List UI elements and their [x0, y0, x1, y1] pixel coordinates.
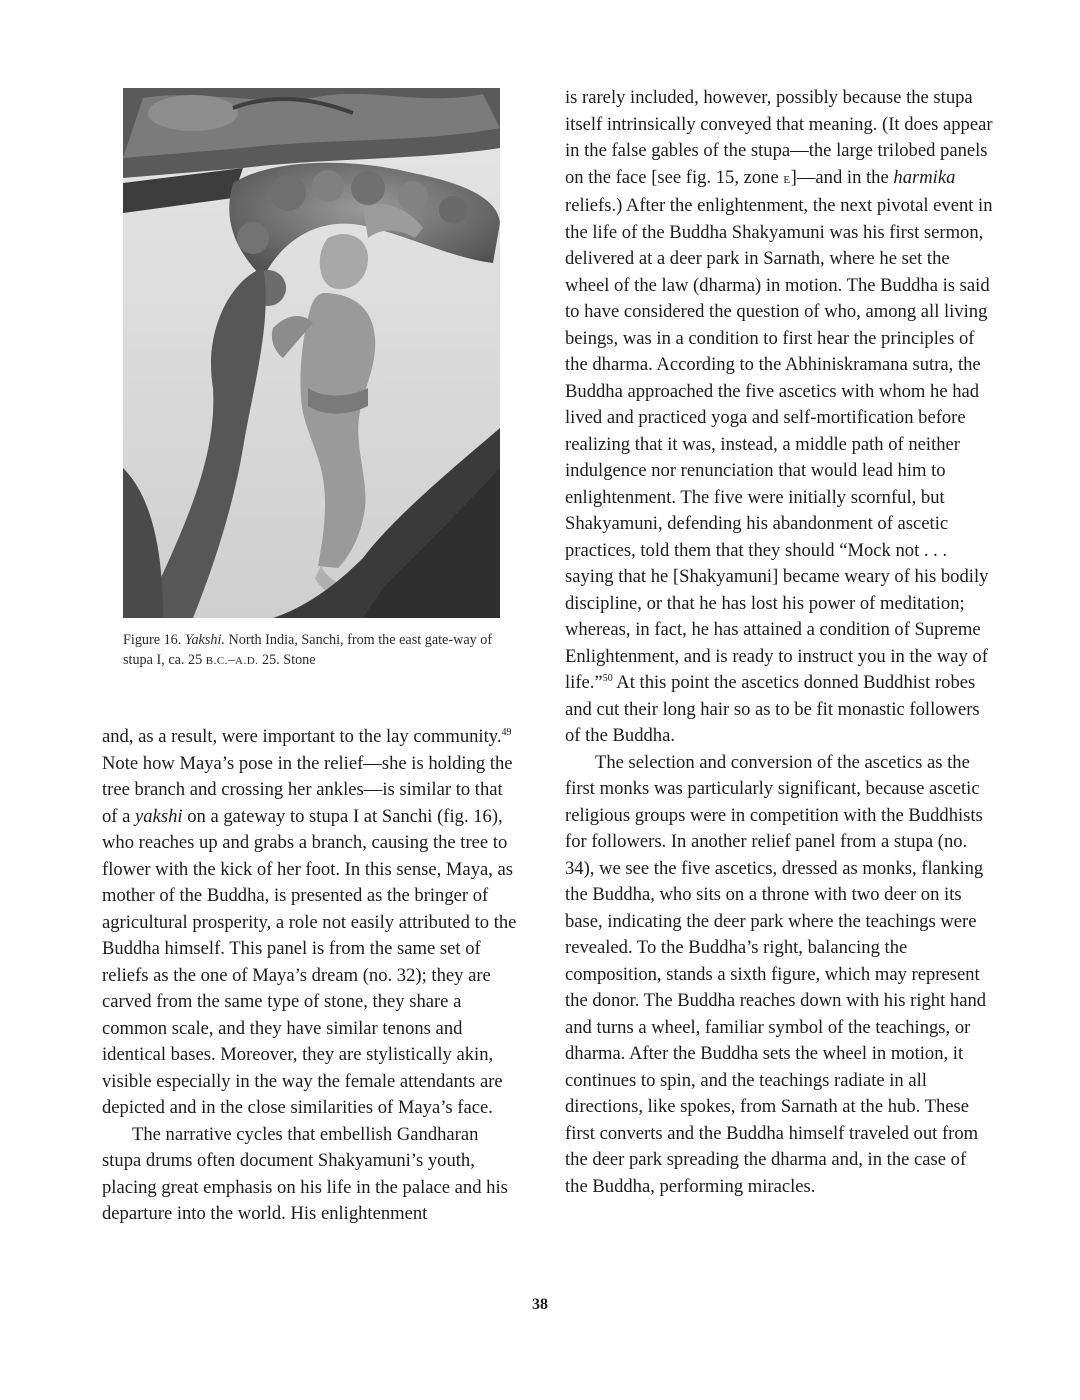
- figure-caption: [123, 630, 503, 671]
- footnote-ref-50: 50: [602, 673, 613, 684]
- caption-text-1: North India, Sanchi, from the east gate-way of stupa I, ca. 25: [123, 632, 493, 668]
- caption-text-2: 25. Stone: [261, 652, 316, 668]
- term-yakshi: yakshi: [135, 805, 183, 827]
- yakshi-relief-photo: [123, 88, 500, 618]
- relief-photo-drawing: [123, 88, 500, 618]
- right-p1-text-c: reliefs.) After the enlightenment, the next pivotal event in the life of the Buddha Shakyamuni was his first sermon, delivered at a deer park in Sarnath, where he set the wheel of the law (dharma) in motion. The Buddha is said to have considered the question of who, among all living beings, was in a condition to first hear the principles of the dharma. According to the Abhiniskramana sutra, the Buddha approached the five ascetics with whom he had lived and practiced yoga and self-mortification before realizing that it was, instead, a middle path of neither indulgence nor renunciation that would lead him to enlightenment. The five were initially scornful, but Shakyamuni, defending his abandonment of ascetic practices, told them that they should “Mock not . . . saying that he [Shakyamuni] became weary of his bodily discipline, or that he has lost his power of meditation; whereas, in fact, he has attained a condition of Supreme Enlightenment, and is ready to instruct you in the way of life.”: [565, 195, 993, 693]
- left-p1-text-b: Note how Maya’s pose in the relief—she is holding the tree branch and crossing her ankles—is similar to that of a: [102, 752, 513, 827]
- footnote-ref-49: 49: [501, 727, 512, 738]
- right-p1-text-d: At this point the ascetics donned Buddhist robes and cut their long hair so as to be fit monastic followers of the Buddha.: [565, 672, 980, 746]
- left-column: [102, 724, 522, 1228]
- caption-dash: –: [227, 652, 236, 668]
- caption-era-2: A.D.: [235, 655, 259, 667]
- right-p1-text-a: is rarely included, however, possibly because the stupa itself intrinsically conveyed that meaning. (It does appear in the false gables of the stupa—the large trilobed panels on the face [see fig. 15, zone: [565, 87, 993, 188]
- caption-label: Figure 16.: [123, 632, 182, 648]
- caption-title: Yakshi.: [184, 632, 225, 648]
- right-paragraph-1: [565, 85, 993, 750]
- left-paragraph-1: [102, 724, 522, 1122]
- right-p1-text-b: ]—and in the: [790, 166, 894, 188]
- left-p1-text-a: and, as a result, were important to the lay community.: [102, 726, 502, 747]
- page-number: 38: [532, 1296, 548, 1313]
- left-paragraph-2: The narrative cycles that embellish Gandharan stupa drums often document Shakyamuni’s youth, placing great emphasis on his life in the palace and his departure into the world. His enlightenment: [102, 1123, 508, 1224]
- term-harmika: harmika: [893, 166, 956, 188]
- caption-era-1: B.C.: [205, 655, 228, 667]
- right-column: [565, 85, 993, 1200]
- left-p1-text-c: on a gateway to stupa I at Sanchi (fig. 16), who reaches up and grabs a branch, causing the tree to flower with the kick of her foot. In this sense, Maya, as mother of the Buddha, is presented as the bringer of agricultural prosperity, a role not easily attributed to the Buddha himself. This panel is from the same set of reliefs as the one of Maya’s dream (no. 32); they are carved from the same type of stone, they share a common scale, and they have similar tenons and identical bases. Moreover, they are stylistically akin, visible especially in the way the female attendants are depicted and in the close similarities of Maya’s face.: [102, 805, 517, 1118]
- right-paragraph-2: The selection and conversion of the ascetics as the first monks was particularly significant, because ascetic religious groups were in competition with the Buddhists for followers. In another relief panel from a stupa (no. 34), we see the five ascetics, dressed as monks, flanking the Buddha, who sits on a throne with two deer on its base, indicating the deer park where the teachings were revealed. To the Buddha’s right, balancing the composition, stands a sixth figure, which may represent the donor. The Buddha reaches down with his right hand and turns a wheel, familiar symbol of the teachings, or dharma. After the Buddha sets the wheel in motion, it continues to spin, and the teachings radiate in all directions, like spokes, from Sarnath at the hub. These first converts and the Buddha himself traveled out from the deer park spreading the dharma and, in the case of the Buddha, performing miracles.: [565, 751, 987, 1197]
- zone-letter: E: [783, 173, 791, 186]
